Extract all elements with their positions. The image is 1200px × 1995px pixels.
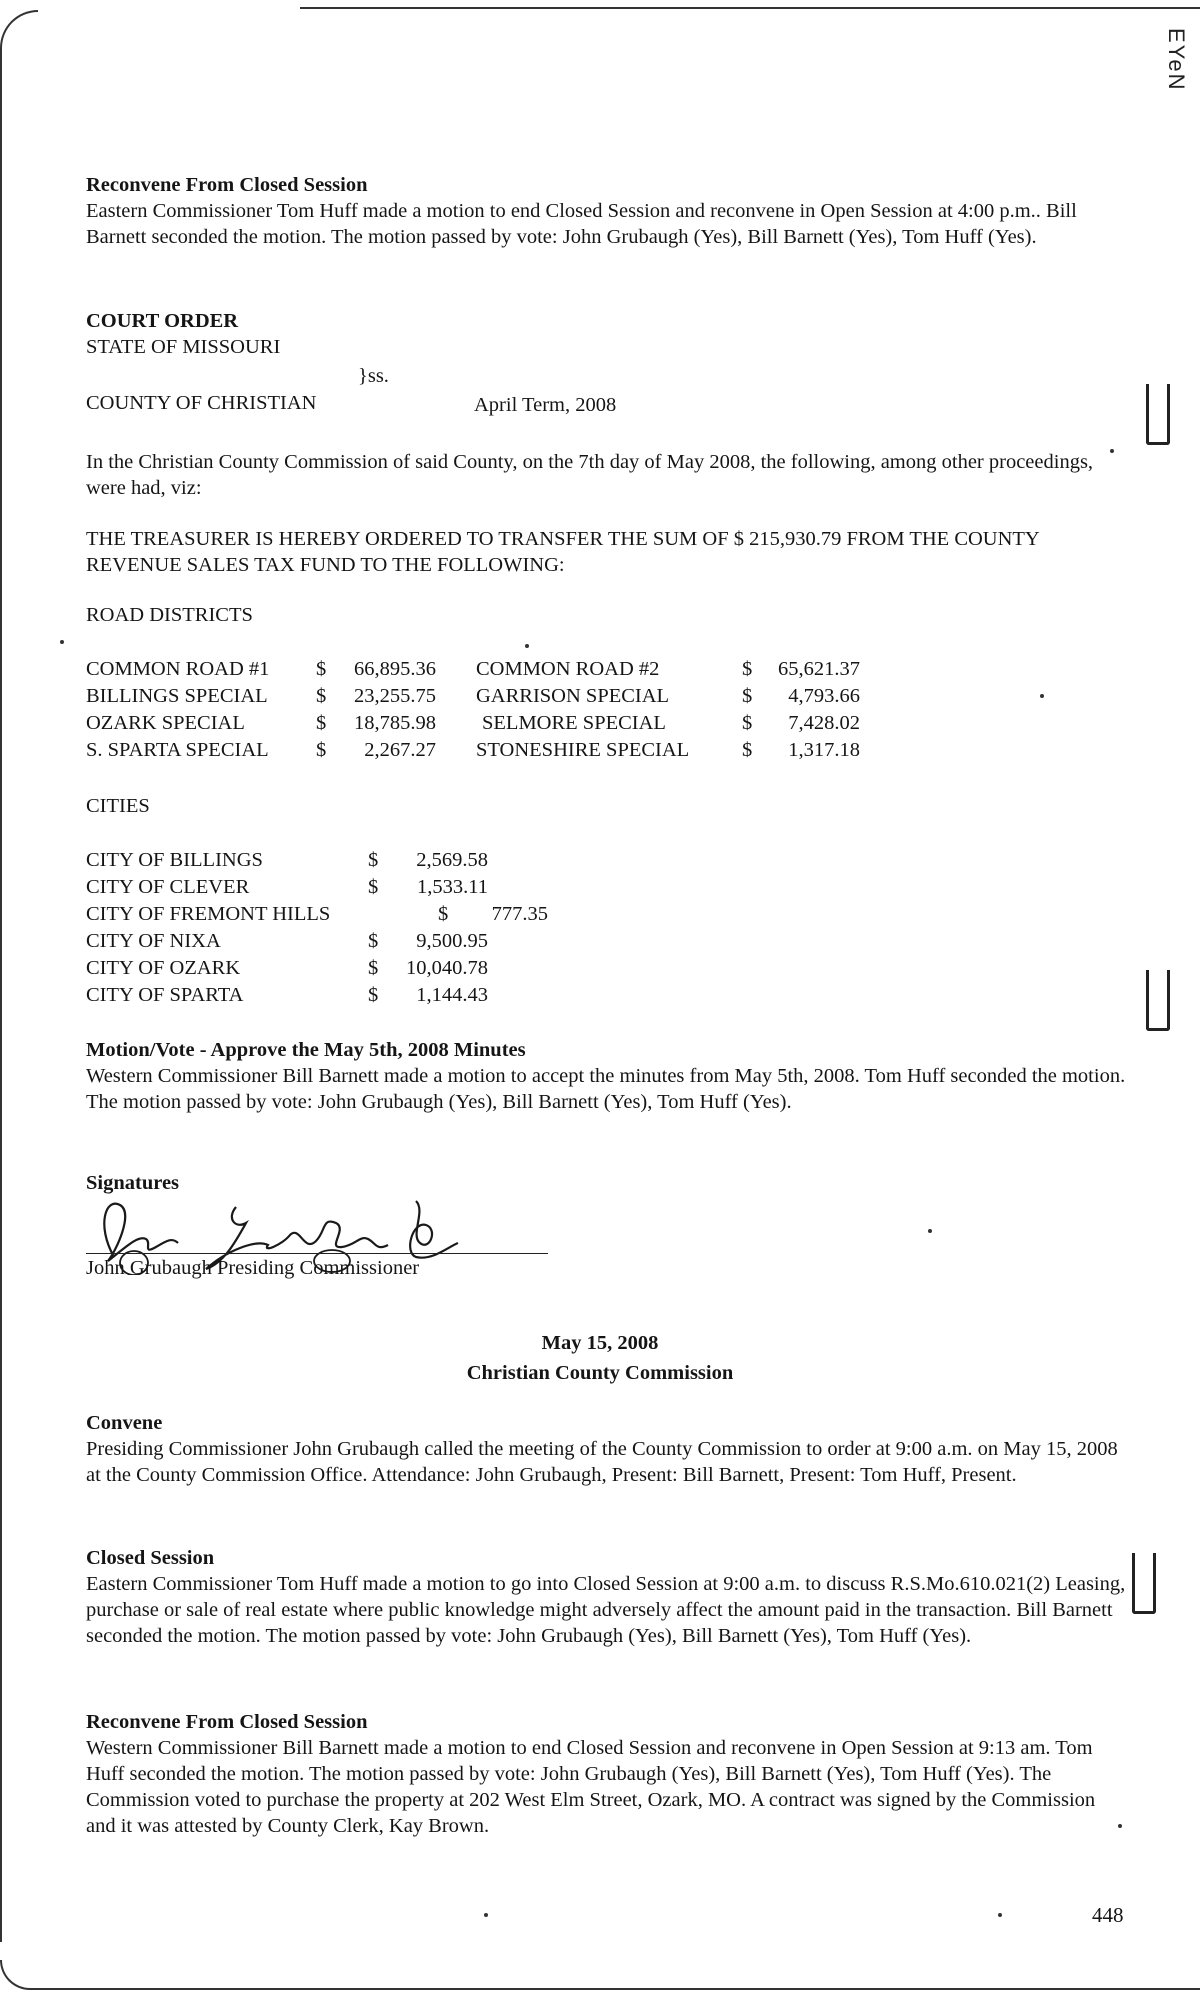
city-name: CITY OF CLEVER xyxy=(86,876,250,898)
state-line: STATE OF MISSOURI xyxy=(86,336,281,358)
road-currency: $ xyxy=(316,658,327,680)
road-amount: 7,428.02 xyxy=(788,712,860,734)
section-heading: Motion/Vote - Approve the May 5th, 2008 Minutes xyxy=(86,1039,526,1061)
section-heading: Closed Session xyxy=(86,1547,215,1569)
court-order-text: THE TREASURER IS HEREBY ORDERED TO TRANSFER THE SUM OF $ 215,930.79 FROM THE COUNTY REVENUE SALES TAX FUND TO THE FOLLOWING: xyxy=(86,528,1039,576)
page-edge-bottom xyxy=(0,1960,1200,1990)
city-amount: 2,569.58 xyxy=(416,849,488,871)
margin-box-mark xyxy=(1132,1553,1156,1614)
city-currency: $ xyxy=(368,957,379,979)
speck xyxy=(998,1913,1002,1917)
speck xyxy=(1040,694,1044,698)
road-amount: 23,255.75 xyxy=(354,685,436,707)
city-name: CITY OF BILLINGS xyxy=(86,849,263,871)
convene-section xyxy=(86,1410,1126,1488)
cities-heading: CITIES xyxy=(86,795,150,817)
city-currency: $ xyxy=(368,849,379,871)
city-amount: 1,144.43 xyxy=(416,984,488,1006)
city-currency: $ xyxy=(368,984,379,1006)
road-name: COMMON ROAD #2 xyxy=(476,658,660,680)
margin-note: EYeN xyxy=(1164,28,1189,92)
road-currency: $ xyxy=(316,739,327,761)
road-amount: 18,785.98 xyxy=(354,712,436,734)
page-edge-left xyxy=(0,10,38,1942)
meeting-date: May 15, 2008 xyxy=(541,1332,659,1354)
section-heading: Convene xyxy=(86,1412,163,1434)
city-name: CITY OF FREMONT HILLS xyxy=(86,903,331,925)
court-order-heading: COURT ORDER xyxy=(86,310,239,332)
road-name: BILLINGS SPECIAL xyxy=(86,685,268,707)
road-name: OZARK SPECIAL xyxy=(86,712,245,734)
road-amount: 66,895.36 xyxy=(354,658,436,680)
section-heading: Reconvene From Closed Session xyxy=(86,174,368,196)
speck xyxy=(928,1229,932,1233)
speck xyxy=(525,644,529,648)
city-amount: 10,040.78 xyxy=(406,957,488,979)
road-currency: $ xyxy=(742,739,753,761)
closed-session-section xyxy=(86,1545,1126,1649)
section-body: Western Commissioner Bill Barnett made a motion to end Closed Session and reconvene in Open Session at 9:13 am. Tom Huff seconded the motion. The motion passed by vote: John Grubaugh (Yes), Bill Barnett (Yes), Tom Huff (Yes). The Commission voted to purchase the property at 202 West Elm Street, Ozark, MO. A contract was signed by the Commission and it was attested by County Clerk, Kay Brown. xyxy=(86,1737,1096,1837)
road-currency: $ xyxy=(742,685,753,707)
signatures-heading: Signatures xyxy=(86,1172,180,1194)
term-line: April Term, 2008 xyxy=(474,394,617,416)
signer-name: John Grubaugh Presiding Commissioner xyxy=(86,1257,420,1279)
city-amount: 1,533.11 xyxy=(417,876,488,898)
city-name: CITY OF OZARK xyxy=(86,957,241,979)
court-order-heading-block xyxy=(86,308,1126,360)
motion-section xyxy=(86,1037,1126,1115)
city-currency: $ xyxy=(438,903,449,925)
section-heading: Reconvene From Closed Session xyxy=(86,1711,368,1733)
city-currency: $ xyxy=(368,930,379,952)
speck xyxy=(60,640,64,644)
city-name: CITY OF NIXA xyxy=(86,930,221,952)
road-currency: $ xyxy=(316,712,327,734)
section-body: Eastern Commissioner Tom Huff made a motion to end Closed Session and reconvene in Open Session at 4:00 p.m.. Bill Barnett seconded the motion. The motion passed by vote: John Grubaugh (Yes), Bill Barnett (Yes), Tom Huff (Yes). xyxy=(86,200,1077,248)
road-currency: $ xyxy=(742,712,753,734)
road-districts-heading: ROAD DISTRICTS xyxy=(86,604,253,626)
section-body: Presiding Commissioner John Grubaugh called the meeting of the County Commission to order at 9:00 a.m. on May 15, 2008 at the County Commission Office. Attendance: John Grubaugh, Present: Bill Barnett, Present: Tom Huff, Present. xyxy=(86,1438,1118,1486)
road-name: SELMORE SPECIAL xyxy=(482,712,666,734)
county-line: COUNTY OF CHRISTIAN xyxy=(86,392,317,414)
road-amount: 4,793.66 xyxy=(788,685,860,707)
ss-mark: }ss. xyxy=(358,365,389,387)
section-body: Eastern Commissioner Tom Huff made a motion to go into Closed Session at 9:00 a.m. to discuss R.S.Mo.610.021(2) Leasing, purchase or sale of real estate where public knowledge might adversely affect the amount paid in the transaction. Bill Barnett seconded the motion. The motion passed by vote: John Grubaugh (Yes), Bill Barnett (Yes), Tom Huff (Yes). xyxy=(86,1573,1126,1647)
road-currency: $ xyxy=(742,658,753,680)
road-name: COMMON ROAD #1 xyxy=(86,658,270,680)
reconvene-section-2 xyxy=(86,1709,1126,1839)
city-amount: 9,500.95 xyxy=(416,930,488,952)
section-body: Western Commissioner Bill Barnett made a motion to accept the minutes from May 5th, 2008. Tom Huff seconded the motion. The motion passed by vote: John Grubaugh (Yes), Bill Barnett (Yes), Tom Huff (Yes). xyxy=(86,1065,1126,1113)
page-number: 448 xyxy=(1092,1903,1124,1927)
city-currency: $ xyxy=(368,876,379,898)
city-name: CITY OF SPARTA xyxy=(86,984,244,1006)
city-amount: 777.35 xyxy=(491,903,548,925)
page-edge-top xyxy=(300,7,1200,9)
road-amount: 65,621.37 xyxy=(778,658,860,680)
margin-box-mark xyxy=(1146,970,1170,1031)
road-amount: 2,267.27 xyxy=(364,739,436,761)
road-amount: 1,317.18 xyxy=(788,739,860,761)
reconvene-section-1 xyxy=(86,172,1126,250)
speck xyxy=(484,1913,488,1917)
road-name: GARRISON SPECIAL xyxy=(476,685,670,707)
signature-line xyxy=(86,1253,548,1254)
road-name: STONESHIRE SPECIAL xyxy=(476,739,690,761)
road-name: S. SPARTA SPECIAL xyxy=(86,739,269,761)
margin-box-mark xyxy=(1146,384,1170,445)
meeting-body-name: Christian County Commission xyxy=(466,1362,734,1384)
road-currency: $ xyxy=(316,685,327,707)
court-intro: In the Christian County Commission of said County, on the 7th day of May 2008, the following, among other proceedings, were had, viz: xyxy=(86,451,1094,499)
